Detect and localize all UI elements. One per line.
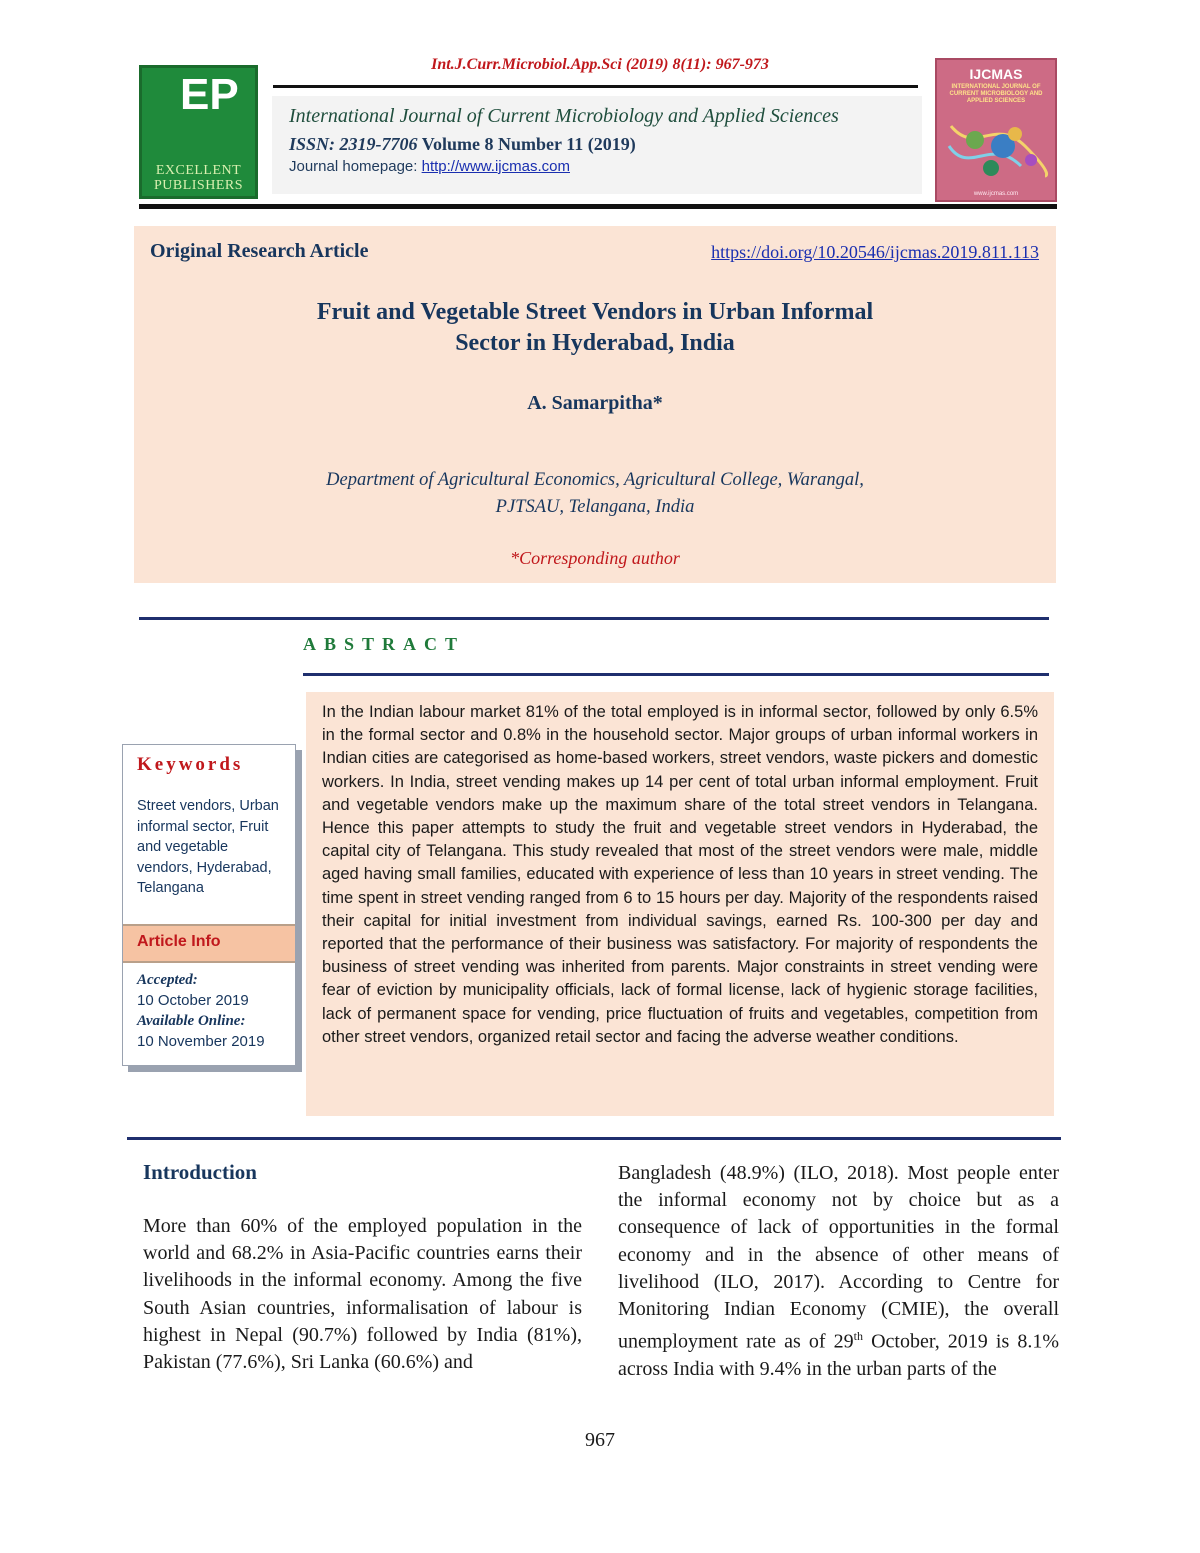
intro-paragraph-left: More than 60% of the employed population in the world and 68.2% in Asia-Pacific countries earns their livelihoods in the informal economy. Among the five South Asian countries, informalisation of labour is highest in Nepal (90.7%) followed by India (81%), Pakistan (77.6%), Sri Lanka (60.6%) and — [143, 1215, 582, 1374]
corresponding-author: *Corresponding author — [510, 548, 680, 568]
body-rule — [127, 1137, 1061, 1140]
article-dates — [137, 970, 287, 1052]
cover-artwork — [945, 116, 1049, 186]
right-text-2: October, 2019 is 8.1% across India with 9.4% in the urban parts of the — [618, 1330, 1059, 1381]
header-rule-bottom — [139, 204, 1057, 209]
introduction-heading: Introduction — [143, 1160, 257, 1184]
online-date: 10 November 2019 — [137, 1032, 265, 1050]
accepted-date: 10 October 2019 — [137, 991, 249, 1009]
doi-link[interactable]: https://doi.org/10.20546/ijcmas.2019.811.113 — [711, 242, 1039, 262]
article-title — [134, 297, 1056, 359]
title-line-2: Sector in Hyderabad, India — [455, 330, 735, 356]
logo-word-1: EXCELLENT — [155, 163, 242, 178]
issn: ISSN: 2319-7706 — [289, 134, 418, 154]
issn-volume — [289, 134, 636, 155]
volume: Volume 8 Number 11 (2019) — [421, 134, 636, 154]
cover-subtitle: INTERNATIONAL JOURNAL OF CURRENT MICROBIOLOGY AND APPLIED SCIENCES — [949, 84, 1043, 104]
author: A. Samarpitha* — [527, 392, 663, 414]
homepage-link[interactable]: http://www.ijcmas.com — [421, 158, 570, 175]
intro-paragraph-right — [618, 1160, 1059, 1383]
abstract-text: In the Indian labour market 81% of the total employed is in informal sector, followed by only 6.5% in the formal sector and 0.8% in the household sector. Major groups of urban informal workers in Indian cities are categorised as home-based workers, street vendors, waste pickers and domestic workers. In India, street vending makes up 14 per cent of total urban informal employment. Fruit and vegetable vendors make up the maximum share of the total street vendors in Telangana. Hence this paper attempts to study the fruit and vegetable street vendors in Hyderabad, the capital city of Telangana. This study revealed that most of the street vendors were male, middle aged having small families, educated with experience of less than 10 years in street vending. The time spent in street vending ranged from 6 to 15 hours per day. Majority of the respondents raised their capital for initial investment from individual savings, earned Rs. 100-300 per day and reported that the performance of their business was satisfactory. For majority of respondents the business of street vending was inherited from parents. Major constraints in street vending were fear of eviction by municipality officials, lack of formal license, lack of hygienic storage facilities, lack of permanent space for vending, price fluctuation of fruits and vegetables, competition from other street vendors, organized retail sector and facing the adverse weather conditions. — [322, 703, 1038, 1046]
publisher-logo — [139, 65, 258, 199]
keywords-list: Street vendors, Urban informal sector, Fruit and vegetable vendors, Hyderabad, Telangana — [137, 798, 279, 896]
abstract-rule-bottom — [303, 673, 1049, 676]
accepted-label: Accepted: — [137, 972, 198, 988]
online-label: Available Online: — [137, 1013, 246, 1029]
journal-homepage — [289, 158, 570, 175]
article-info-heading: Article Info — [137, 933, 221, 950]
header-rule-top — [273, 85, 918, 88]
abstract-rule-top — [139, 617, 1049, 620]
logo-mark: EP — [180, 70, 239, 119]
homepage-label: Journal homepage: — [289, 158, 418, 175]
affiliation-line-2: PJTSAU, Telangana, India — [495, 497, 695, 517]
affiliation-line-1: Department of Agricultural Economics, Agricultural College, Warangal, — [326, 470, 864, 490]
journal-citation: Int.J.Curr.Microbiol.App.Sci (2019) 8(11): 967-973 — [431, 56, 769, 73]
cover-url: www.ijcmas.com — [973, 191, 1019, 197]
journal-cover-image — [935, 58, 1057, 202]
cover-title: IJCMAS — [969, 66, 1023, 82]
page-number: 967 — [585, 1429, 615, 1451]
title-line-1: Fruit and Vegetable Street Vendors in Urban Informal — [316, 299, 874, 325]
journal-name: International Journal of Current Microbiology and Applied Sciences — [289, 105, 839, 127]
abstract-heading: ABSTRACT — [303, 634, 466, 654]
superscript: th — [853, 1329, 863, 1344]
affiliation — [134, 467, 1056, 521]
keywords-heading: Keywords — [137, 754, 244, 775]
right-text-1: Bangladesh (48.9%) (ILO, 2018). Most people enter the informal economy not by choice but as a consequence of lack of opportunities in the formal economy and in the absence of other means of livelihood (ILO, 2017). According to Centre for Monitoring Indian Economy (CMIE), the overall unemployment rate as of 29 — [618, 1162, 1059, 1353]
article-type: Original Research Article — [150, 240, 369, 262]
logo-word-2: PUBLISHERS — [153, 178, 244, 193]
